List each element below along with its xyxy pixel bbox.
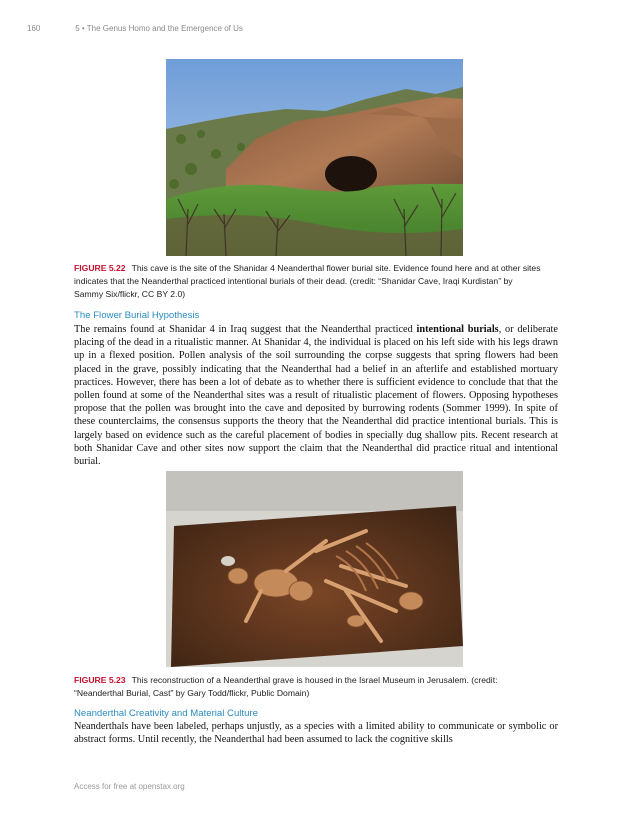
running-header: [27, 24, 243, 33]
figure-5-22-text: This cave is the site of the Shanidar 4 Neanderthal flower burial site. Evidence found here and at other sites indicates that the Neanderthal practiced intentional burials of their dead. (credit: “Shanidar Cave, Iraqi Kurdistan” by Sammy Six/flickr, CC BY 2.0): [74, 263, 541, 299]
paragraph-text-rest: , or deliberate placing of the dead in a ritualistic manner. At Shanidar 4, the individual is placed on his left side with his legs drawn up in a flexed position. Pollen analysis of the soil surrounding the corpse suggests that spring flowers had been placed in the grave, possibly indicating that the Neanderthal had a belief in an afterlife and established mortuary practices. However, there has been a lot of debate as to whether there is sufficient evidence to conclude that that the pollen found at some of the Neanderthal sites was a result of ritualistic placement of flowers. Opposing hypotheses propose that the pollen was brought into the cave and deposited by burrowing rodents (Sommer 1999). In spite of these counterclaims, the consensus supports the theory that the Neanderthal did practice intentional burials. This is largely based on evidence such as the careful placement of bodies in specially dug shallow pits. Recent research at both Shanidar Cave and other sites now support the claim that the Neanderthal did practice ritual and intentional burial.: [74, 324, 558, 468]
page-number: 160: [27, 24, 41, 33]
shanidar-cave-photo: [166, 59, 463, 256]
figure-5-23-caption: [74, 674, 544, 700]
flower-burial-paragraph: [74, 323, 558, 468]
figure-5-23-text: This reconstruction of a Neanderthal grave is housed in the Israel Museum in Jerusalem. (credit: “Neanderthal Burial, Cast” by Gary Todd/flickr, Public Domain): [74, 675, 498, 698]
chapter-title: 5 • The Genus Homo and the Emergence of Us: [75, 24, 243, 33]
paragraph-text-start: The remains found at Shanidar 4 in Iraq suggest that the Neanderthal practiced: [74, 324, 417, 335]
page-footer: Access for free at openstax.org: [74, 782, 185, 791]
intentional-burials-term: intentional burials: [416, 324, 499, 335]
neanderthal-grave-photo: [166, 471, 463, 667]
figure-5-22-label: FIGURE 5.22: [74, 263, 126, 273]
figure-5-23-label: FIGURE 5.23: [74, 675, 126, 685]
creativity-paragraph: Neanderthals have been labeled, perhaps unjustly, as a species with a limited ability to communicate or symbolic or abstract forms. Until recently, the Neanderthal had been assumed to lack the cognitive skills: [74, 721, 558, 746]
figure-5-22-caption: [74, 262, 544, 301]
creativity-heading: Neanderthal Creativity and Material Culture: [74, 708, 258, 719]
flower-burial-heading: The Flower Burial Hypothesis: [74, 310, 200, 321]
